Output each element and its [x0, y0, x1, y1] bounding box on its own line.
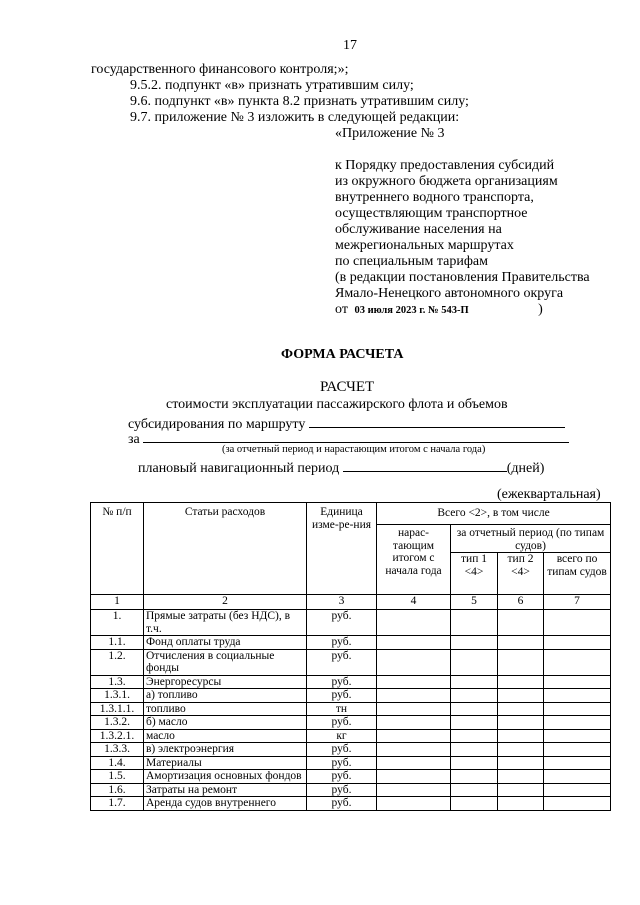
value-cell[interactable]: [451, 743, 498, 757]
value-cell[interactable]: [451, 689, 498, 703]
table-row: [91, 636, 611, 650]
value-cell[interactable]: [451, 675, 498, 689]
period-note: (за отчетный период и нарастающим итогом с начала года): [222, 444, 486, 455]
table-row: [91, 702, 611, 716]
value-cell[interactable]: [544, 689, 611, 703]
value-cell[interactable]: [544, 756, 611, 770]
value-cell[interactable]: [544, 716, 611, 730]
value-cell[interactable]: [498, 743, 544, 757]
row-number: 1.6.: [91, 783, 144, 797]
col-header-all-types: всего по типам судов: [544, 553, 611, 595]
form-title: ФОРМА РАСЧЕТА: [281, 347, 404, 362]
appendix-line: Ямало-Ненецкого автономного округа: [335, 286, 564, 301]
row-unit: руб.: [307, 716, 377, 730]
value-cell[interactable]: [451, 716, 498, 730]
appendix-block: [335, 158, 590, 319]
value-cell[interactable]: [377, 716, 451, 730]
calc-line1: стоимости эксплуатации пассажирского флота и объемов: [166, 397, 508, 412]
row-item: Затраты на ремонт: [144, 783, 307, 797]
col-header-type1: тип 1 <4>: [451, 553, 498, 595]
calc-title: РАСЧЕТ: [320, 379, 375, 395]
route-field[interactable]: [309, 413, 565, 428]
table-row: [91, 783, 611, 797]
nav-period-field[interactable]: [343, 457, 507, 472]
col-number: 3: [307, 595, 377, 610]
value-cell[interactable]: [451, 783, 498, 797]
value-cell[interactable]: [377, 702, 451, 716]
value-cell[interactable]: [498, 649, 544, 675]
row-unit: руб.: [307, 783, 377, 797]
value-cell[interactable]: [377, 675, 451, 689]
row-number: 1.3.: [91, 675, 144, 689]
col-number: 4: [377, 595, 451, 610]
value-cell[interactable]: [377, 689, 451, 703]
value-cell[interactable]: [377, 610, 451, 636]
row-item: Прямые затраты (без НДС), в т.ч.: [144, 610, 307, 636]
appendix-line: осуществляющим транспортное: [335, 206, 528, 221]
value-cell[interactable]: [498, 716, 544, 730]
intro-line-3: 9.6. подпункт «в» пункта 8.2 признать утратившим силу;: [130, 94, 469, 109]
row-unit: руб.: [307, 636, 377, 650]
value-cell[interactable]: [377, 756, 451, 770]
row-number: 1.5.: [91, 770, 144, 784]
row-number: 1.1.: [91, 636, 144, 650]
row-item: Фонд оплаты труда: [144, 636, 307, 650]
row-unit: руб.: [307, 770, 377, 784]
appendix-line: обслуживание населения на: [335, 222, 502, 237]
period-field[interactable]: [143, 428, 569, 443]
row-unit: руб.: [307, 649, 377, 675]
value-cell[interactable]: [498, 756, 544, 770]
value-cell[interactable]: [498, 797, 544, 811]
row-item: топливо: [144, 702, 307, 716]
value-cell[interactable]: [377, 649, 451, 675]
value-cell[interactable]: [544, 743, 611, 757]
value-cell[interactable]: [498, 702, 544, 716]
value-cell[interactable]: [544, 636, 611, 650]
value-cell[interactable]: [498, 610, 544, 636]
row-number: 1.3.1.1.: [91, 702, 144, 716]
row-item: масло: [144, 729, 307, 743]
table-row: [91, 649, 611, 675]
value-cell[interactable]: [544, 610, 611, 636]
value-cell[interactable]: [377, 770, 451, 784]
row-unit: кг: [307, 729, 377, 743]
value-cell[interactable]: [544, 729, 611, 743]
row-number: 1.3.2.1.: [91, 729, 144, 743]
value-cell[interactable]: [498, 783, 544, 797]
row-item: а) топливо: [144, 689, 307, 703]
nav-period-line: [138, 457, 544, 477]
col-number: 6: [498, 595, 544, 610]
col-number: 7: [544, 595, 611, 610]
value-cell[interactable]: [377, 636, 451, 650]
intro-line-4: 9.7. приложение № 3 изложить в следующей редакции:: [130, 110, 460, 125]
col-header-type2: тип 2 <4>: [498, 553, 544, 595]
table-row: [91, 689, 611, 703]
value-cell[interactable]: [451, 636, 498, 650]
row-unit: руб.: [307, 675, 377, 689]
row-number: 1.4.: [91, 756, 144, 770]
value-cell[interactable]: [377, 797, 451, 811]
value-cell[interactable]: [451, 702, 498, 716]
ot-prefix: от: [335, 302, 348, 317]
value-cell[interactable]: [451, 756, 498, 770]
value-cell[interactable]: [377, 783, 451, 797]
value-cell[interactable]: [377, 743, 451, 757]
page-number: 17: [343, 38, 357, 53]
col-number: 2: [144, 595, 307, 610]
row-unit: руб.: [307, 756, 377, 770]
intro-line-1: государственного финансового контроля;»;: [91, 62, 349, 77]
row-number: 1.2.: [91, 649, 144, 675]
calculation-table: [90, 502, 611, 811]
col-header-period: за отчетный период (по типам судов): [451, 525, 611, 553]
row-item: в) электроэнергия: [144, 743, 307, 757]
value-cell[interactable]: [498, 729, 544, 743]
row-item: Материалы: [144, 756, 307, 770]
row-number: 1.3.1.: [91, 689, 144, 703]
value-cell[interactable]: [498, 770, 544, 784]
value-cell[interactable]: [544, 770, 611, 784]
col-header-items: Статьи расходов: [144, 503, 307, 595]
row-unit: тн: [307, 702, 377, 716]
appendix-line: по специальным тарифам: [335, 254, 489, 269]
table-row: [91, 756, 611, 770]
value-cell[interactable]: [544, 675, 611, 689]
appendix-line: межрегиональных маршрутах: [335, 238, 514, 253]
ot-close: ): [538, 302, 543, 317]
intro-line-2: 9.5.2. подпункт «в» признать утратившим силу;: [130, 78, 414, 93]
row-item: б) масло: [144, 716, 307, 730]
value-cell[interactable]: [451, 797, 498, 811]
period-label: за: [128, 432, 140, 447]
appendix-line: к Порядку предоставления субсидий: [335, 158, 555, 173]
appendix-line: внутреннего водного транспорта,: [335, 190, 534, 205]
row-number: 1.3.3.: [91, 743, 144, 757]
value-cell[interactable]: [498, 689, 544, 703]
table-row: [91, 675, 611, 689]
row-number: 1.7.: [91, 797, 144, 811]
nav-period-label: плановый навигационный период: [138, 461, 340, 476]
quarterly-label: (ежеквартальная): [497, 487, 601, 502]
row-item: Энергоресурсы: [144, 675, 307, 689]
value-cell[interactable]: [544, 783, 611, 797]
appendix-date-line: [335, 302, 590, 319]
row-number: 1.: [91, 610, 144, 636]
row-unit: руб.: [307, 610, 377, 636]
row-number: 1.3.2.: [91, 716, 144, 730]
appendix-line: из окружного бюджета организациям: [335, 174, 558, 189]
value-cell[interactable]: [451, 729, 498, 743]
appendix-title: «Приложение № 3: [335, 126, 445, 141]
row-unit: руб.: [307, 689, 377, 703]
table-row: [91, 610, 611, 636]
days-label: (дней): [506, 461, 545, 476]
col-header-unit: Единица изме-ре-ния: [307, 503, 377, 595]
table-body: [91, 610, 611, 811]
value-cell[interactable]: [544, 649, 611, 675]
resolution-date: 03 июля 2023 г. № 543-П: [354, 305, 469, 316]
table-row: [91, 743, 611, 757]
row-unit: руб.: [307, 797, 377, 811]
value-cell[interactable]: [451, 770, 498, 784]
value-cell[interactable]: [498, 636, 544, 650]
col-header-total: Всего <2>, в том числе: [377, 503, 611, 525]
col-number: 5: [451, 595, 498, 610]
value-cell[interactable]: [544, 702, 611, 716]
value-cell[interactable]: [451, 610, 498, 636]
row-item: Отчисления в социальные фонды: [144, 649, 307, 675]
appendix-line: (в редакции постановления Правительства: [335, 270, 590, 285]
table-row: [91, 797, 611, 811]
value-cell[interactable]: [451, 649, 498, 675]
table-row: [91, 729, 611, 743]
route-label: субсидирования по маршруту: [128, 417, 306, 432]
table-row: [91, 770, 611, 784]
value-cell[interactable]: [544, 797, 611, 811]
table-row: [91, 716, 611, 730]
value-cell[interactable]: [377, 729, 451, 743]
row-item: Амортизация основных фондов: [144, 770, 307, 784]
row-unit: руб.: [307, 743, 377, 757]
col-header-cumulative: нарас-тающим итогом с начала года: [377, 525, 451, 595]
value-cell[interactable]: [498, 675, 544, 689]
row-item: Аренда судов внутреннего: [144, 797, 307, 811]
col-number: 1: [91, 595, 144, 610]
col-header-n: № п/п: [91, 503, 144, 595]
